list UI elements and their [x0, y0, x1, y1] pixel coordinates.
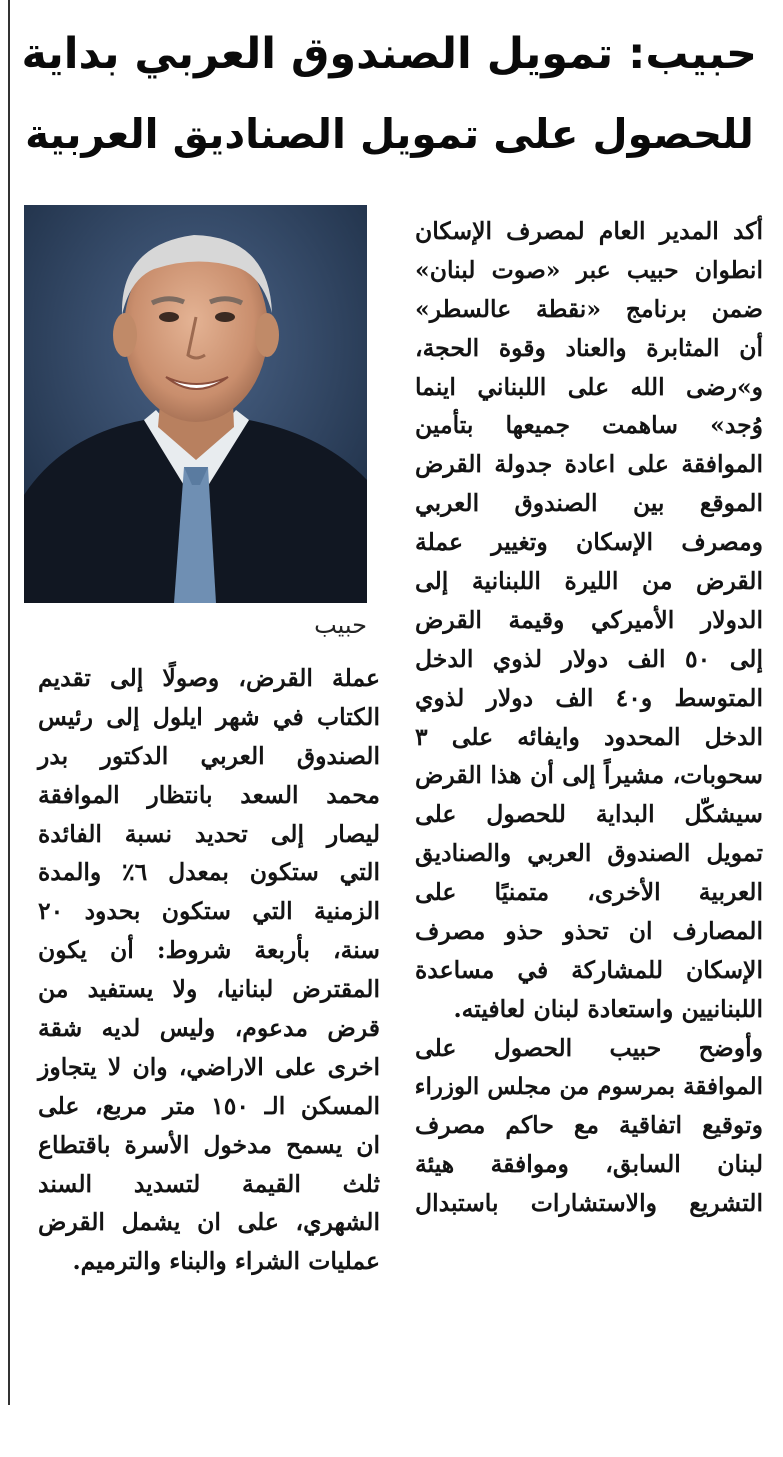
text-line: اخرى على الاراضي، وان لا يتجاوز: [38, 1052, 380, 1081]
photo-caption: حبيب: [314, 611, 367, 639]
text-line: سنة، بأربعة شروط: أن يكون: [38, 936, 380, 965]
text-line: العربية الأخرى، متمنيًا على: [415, 878, 763, 907]
portrait-photo: [24, 205, 367, 603]
text-line: الموافقة على اعادة جدولة القرض: [415, 450, 763, 479]
text-line: ان يسمح مدخول الأسرة باقتطاع: [38, 1130, 380, 1159]
text-line: المقترض لبنانيا، ولا يستفيد من: [38, 975, 380, 1004]
text-line: ليصار إلى تحديد نسبة الفائدة: [38, 819, 380, 848]
text-line: تمويل الصندوق العربي والصناديق: [415, 839, 763, 868]
text-line: لبنان السابق، وموافقة هيئة: [415, 1150, 763, 1179]
text-line: اللبنانيين واستعادة لبنان لعافيته.: [453, 994, 763, 1023]
text-line: و»رضى الله على اللبناني اينما: [415, 372, 763, 401]
text-line: محمد السعد بانتظار الموافقة: [38, 780, 380, 809]
text-line: أن المثابرة والعناد وقوة الحجة،: [415, 333, 763, 362]
headline: [22, 14, 757, 174]
text-line: إلى ٥٠ الف دولار لذوي الدخل: [415, 644, 763, 673]
text-line: سحوبات، مشيراً إلى أن هذا القرض: [415, 761, 763, 790]
text-line: الزمنية التي ستكون بحدود ٢٠: [38, 897, 380, 926]
text-line: الموافقة بمرسوم من مجلس الوزراء: [414, 1072, 763, 1100]
text-line: التشريع والاستشارات باستبدال: [415, 1189, 763, 1218]
text-line: المتوسط و٤٠ الف دولار لذوي: [415, 683, 763, 712]
text-line: الكتاب في شهر ايلول إلى رئيس: [38, 702, 380, 731]
text-line: المسكن الـ ١٥٠ متر مربع، على: [38, 1091, 380, 1120]
text-line: وتوقيع اتفاقية مع حاكم مصرف: [415, 1111, 763, 1140]
text-line: وأوضح حبيب الحصول على: [415, 1033, 763, 1062]
text-line: ثلث القيمة لتسديد السند: [38, 1169, 380, 1198]
text-line: ضمن برنامج «نقطة عالسطر»: [415, 294, 763, 323]
headline-line: حبيب: تمويل الصندوق العربي بداية: [21, 29, 757, 79]
text-line: قرض مدعوم، وليس لديه شقة: [38, 1014, 380, 1043]
column-rule: [8, 0, 10, 1405]
article-column-left: [38, 659, 380, 1281]
text-line: الشهري، على ان يشمل القرض: [38, 1208, 380, 1237]
text-line: التي ستكون بمعدل ٦٪ والمدة: [38, 858, 380, 887]
article-column-right: [415, 212, 763, 1223]
text-line: أكد المدير العام لمصرف الإسكان: [415, 217, 763, 245]
text-line: عمليات الشراء والبناء والترميم.: [72, 1247, 380, 1276]
text-line: سيشكّل البداية للحصول على: [415, 800, 763, 829]
text-line: وُجد» ساهمت جميعها بتأمين: [415, 411, 763, 440]
text-line: عملة القرض، وصولًا إلى تقديم: [38, 664, 380, 692]
headline-line: للحصول على تمويل الصناديق العربية: [25, 110, 754, 158]
text-line: القرض من الليرة اللبنانية إلى: [415, 567, 763, 596]
text-line: الصندوق العربي الدكتور بدر: [38, 741, 380, 770]
text-line: انطوان حبيب عبر «صوت لبنان»: [415, 255, 763, 284]
text-line: الدخل المحدود وايفائه على ٣: [415, 722, 763, 751]
text-line: الإسكان للمشاركة في مساعدة: [415, 955, 763, 984]
text-line: الدولار الأميركي وقيمة القرض: [415, 605, 763, 634]
text-line: الموقع بين الصندوق العربي: [415, 489, 763, 518]
text-line: ومصرف الإسكان وتغيير عملة: [415, 528, 763, 557]
text-line: المصارف ان تحذو حذو مصرف: [415, 917, 763, 946]
